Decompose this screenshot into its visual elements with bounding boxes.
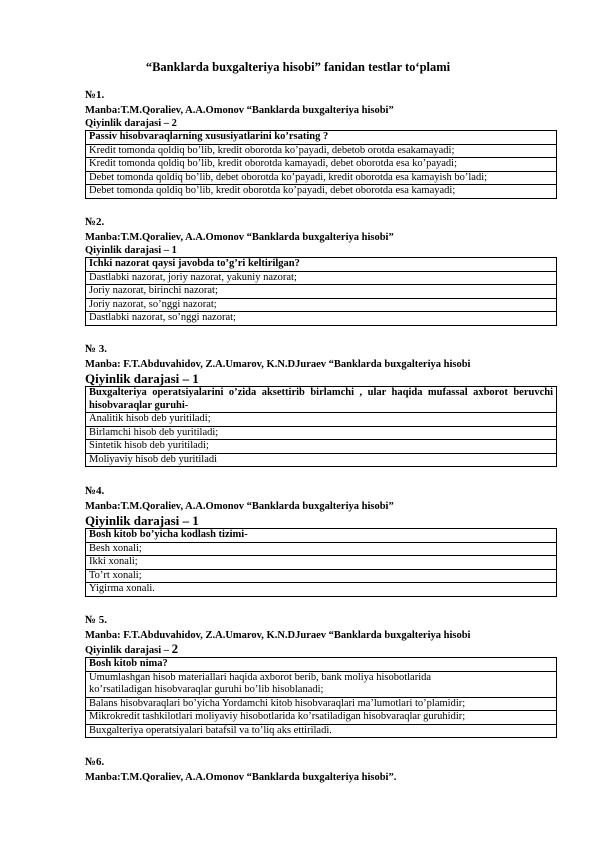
table-row (86, 440, 557, 454)
table-row (86, 724, 557, 738)
answer-option: Dastlabki nazorat, joriy nazorat, yakuniy nazorat; (86, 271, 557, 285)
table-row (86, 158, 557, 172)
difficulty-level: Qiyinlik darajasi – 2 (85, 118, 177, 129)
question-block-2 (85, 216, 557, 326)
difficulty-label: Qiyinlik darajasi – (85, 645, 172, 656)
question-text: Bosh kitob nima? (86, 658, 557, 672)
table-row (86, 426, 557, 440)
question-table (85, 130, 557, 199)
table-row (86, 556, 557, 570)
answer-option: Ikki xonali; (86, 556, 557, 570)
question-number: №2. (85, 216, 105, 228)
answer-option: Kredit tomonda qoldiq bo’lib, kredit oborotda ko’payadi, debetob orotda esakamayadi; (86, 144, 557, 158)
difficulty-level: Qiyinlik darajasi – 1 (85, 371, 199, 386)
answer-option: Moliyaviy hisob deb yuritiladi (86, 453, 557, 467)
question-block-6 (85, 756, 557, 784)
table-row (86, 671, 557, 697)
question-table (85, 657, 557, 738)
table-row (86, 131, 557, 145)
question-source: Manba:T.M.Qoraliev, A.A.Omonov “Banklarda buxgalteriya hisobi”. (85, 772, 397, 783)
question-source: Manba:T.M.Qoraliev, A.A.Omonov “Banklarda buxgalteriya hisobi” (85, 105, 394, 116)
difficulty-level: Qiyinlik darajasi – 1 (85, 245, 177, 256)
answer-option: Kredit tomonda qoldiq bo’lib, kredit oborotda kamayadi, debet oborotda esa ko’payadi; (86, 158, 557, 172)
table-row (86, 171, 557, 185)
question-number: №1. (85, 89, 105, 101)
answer-option: To’rt xonali; (86, 569, 557, 583)
answer-option: Umumlashgan hisob materiallari haqida axborot berib, bank moliya hisobotlarida ko’rsatiladigan hisobvaraqlar guruhi bo’lib hisoblanadi; (86, 671, 557, 697)
answer-option: Dastlabki nazorat, so’nggi nazorat; (86, 312, 557, 326)
table-row (86, 144, 557, 158)
difficulty-level: Qiyinlik darajasi – 1 (85, 513, 199, 528)
table-row (86, 529, 557, 543)
table-row (86, 542, 557, 556)
question-text: Buxgalteriya operatsiyalarini o’zida aksettirib birlamchi , ular haqida mufassal axborot beruvchi hisobvaraqlar guruhi- (86, 387, 557, 413)
question-text: Passiv hisobvaraqlarning xususiyatlarini ko’rsating ? (86, 131, 557, 145)
question-number: № 5. (85, 614, 108, 626)
table-row (86, 711, 557, 725)
question-number: № 3. (85, 343, 108, 355)
table-row (86, 387, 557, 413)
question-source: Manba: F.T.Abduvahidov, Z.A.Umarov, K.N.DJuraev “Banklarda buxgalteriya hisobi (85, 630, 471, 641)
table-row (86, 185, 557, 199)
table-row (86, 312, 557, 326)
table-row (86, 271, 557, 285)
table-row (86, 413, 557, 427)
answer-option: Analitik hisob deb yuritiladi; (86, 413, 557, 427)
question-text: Ichki nazorat qaysi javobda to’g’ri keltirilgan? (86, 258, 557, 272)
table-row (86, 658, 557, 672)
answer-option: Sintetik hisob deb yuritiladi; (86, 440, 557, 454)
question-text: Bosh kitob bo’yicha kodlash tizimi- (86, 529, 557, 543)
question-source: Manba: F.T.Abduvahidov, Z.A.Umarov, K.N.DJuraev “Banklarda buxgalteriya hisobi (85, 359, 471, 370)
answer-option: Balans hisobvaraqlari bo’yicha Yordamchi kitob hisobvaraqlari ma’lumotlari to’plamidir; (86, 697, 557, 711)
question-number: №4. (85, 485, 105, 497)
answer-option: Joriy nazorat, so’nggi nazorat; (86, 298, 557, 312)
question-block-4 (85, 485, 557, 597)
page-title: “Banklarda buxgalteriya hisobi” fanidan testlar to‘plami (145, 60, 451, 74)
question-table (85, 257, 557, 326)
table-row (86, 285, 557, 299)
question-block-3 (85, 343, 557, 467)
table-row (86, 298, 557, 312)
question-source: Manba:T.M.Qoraliev, A.A.Omonov “Banklarda buxgalteriya hisobi” (85, 501, 394, 512)
answer-option: Mikrokredit tashkilotlari moliyaviy hisobotlarida ko’rsatiladigan hisobvaraqlar guruhidir; (86, 711, 557, 725)
question-block-5 (85, 614, 557, 738)
table-row (86, 569, 557, 583)
table-row (86, 453, 557, 467)
question-table (85, 386, 557, 467)
answer-option: Yigirma xonali. (86, 583, 557, 597)
question-block-1 (85, 89, 557, 199)
answer-option: Birlamchi hisob deb yuritiladi; (86, 426, 557, 440)
difficulty-level (85, 642, 557, 657)
table-row (86, 258, 557, 272)
difficulty-value: 2 (171, 641, 179, 656)
question-table (85, 528, 557, 597)
table-row (86, 697, 557, 711)
answer-option: Buxgalteriya operatsiyalari batafsil va to’liq aks ettiriladi. (86, 724, 557, 738)
answer-option: Joriy nazorat, birinchi nazorat; (86, 285, 557, 299)
answer-option: Debet tomonda qoldiq bo’lib, debet oborotda ko’payadi, kredit oborotda esa kamayish bo’ladi; (86, 171, 557, 185)
question-number: №6. (85, 756, 105, 768)
answer-option: Besh xonali; (86, 542, 557, 556)
answer-option: Debet tomonda qoldiq bo’lib, kredit oborotda ko’payadi, debet oborotda esa kamayadi; (86, 185, 557, 199)
table-row (86, 583, 557, 597)
question-source: Manba:T.M.Qoraliev, A.A.Omonov “Banklarda buxgalteriya hisobi” (85, 232, 394, 243)
